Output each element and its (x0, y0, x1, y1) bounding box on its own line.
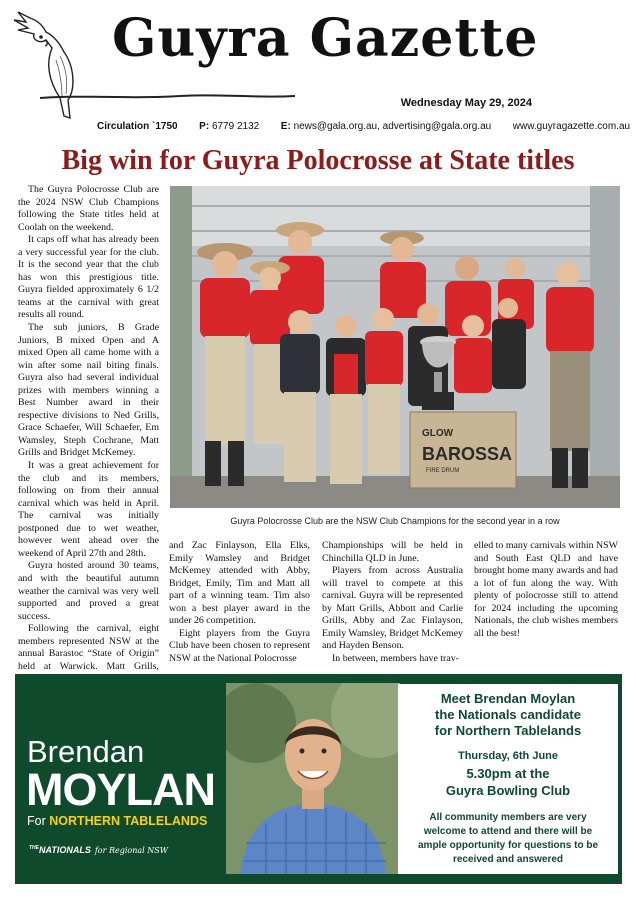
article-headline: Big win for Guyra Polocrosse at State titles (61, 145, 575, 176)
election-advertisement (15, 674, 622, 884)
paragraph: Guyra hosted around 30 teams, and with the beautiful autumn weather the carnival was very well supported and proved a great success. (18, 560, 159, 622)
article-column-1 (18, 184, 159, 698)
paragraph: elled to many carnivals within NSW and South East QLD and have brought home many awards and had a lot of fun along the way. With plenty of polocrosse still to attend for 2024 including the upcoming Nationals, the club wishes members all the best! (474, 540, 618, 639)
photo-caption: Guyra Polocrosse Club are the NSW Club Champions for the second year in a row (230, 516, 560, 526)
cockatoo-logo-icon (12, 10, 94, 122)
paragraph: The Guyra Polocrosse Club are the 2024 NSW Club Champions following the State titles held at Coolah on the weekend. (18, 184, 159, 233)
email-label: E: (280, 121, 291, 132)
contact-bar (97, 121, 630, 132)
sign-main: BAROSSA (422, 444, 513, 464)
party-name: NATIONALS (39, 845, 91, 855)
sign-top: GLOW (422, 428, 454, 439)
event-heading-line: for Northern Tablelands (434, 723, 582, 738)
team-photo (170, 186, 620, 508)
candidate-photo (226, 683, 400, 874)
party-slogan: for Regional NSW (94, 846, 168, 855)
phone-label: P: (199, 121, 210, 132)
event-heading-line: Meet Brendan Moylan (440, 691, 576, 706)
circulation-label: Circulation (97, 121, 150, 132)
party-logo (29, 845, 168, 855)
paragraph: Players from across Australia will travel to compete at this carnival. Guyra will be represented by Matt Grills, Abbott and Carlie Grills, Abby and Zac Finlayson, Emily Wamsley, Bridget McKemey and Hayden Benson. (322, 565, 463, 652)
paragraph: It was a great achievement for the club and its members, following on from their annual carnival which was held in April. The carnival was initially postponed due to wet weather, however went ahead over the weekend of April 27th and 28th. (18, 460, 159, 559)
event-time: 5.30pm at the (466, 766, 550, 781)
issue-date: Wednesday May 29, 2024 (400, 97, 532, 109)
event-details-panel (398, 684, 618, 874)
event-heading-line: the Nationals candidate (435, 707, 581, 722)
paragraph: The sub juniors, B Grade Juniors, B mixed Open and A mixed Open all came home with a win after some nail biting finals. Guyra also had several individual prizes with members winning a Best Number award in their respective divisions to Ned Grills, Grace Schaefer, Will Schaefer, Em Wamsley, Steph Cochrane, Matt Grills and Bridget McKemey. (18, 322, 159, 459)
article-column-3 (322, 540, 463, 665)
electorate-tag (27, 814, 207, 828)
candidate-first-name: Brendan (27, 734, 145, 769)
electorate-name: NORTHERN TABLELANDS (49, 814, 208, 828)
masthead (0, 0, 636, 140)
event-note: All community members are very welcome to attend and there will be ample opportunity for questions to be received and answered (418, 812, 598, 865)
party-prefix: THE (29, 845, 39, 851)
sign-sub: FIRE DRUM (426, 468, 460, 474)
candidate-last-name: MOYLAN (26, 764, 215, 815)
paragraph: and Zac Finlayson, Ella Elks, Emily Wamsley and Bridget McKemey attended with Abby, Bridget, Emily, Tim and Matt all part of a winning team. Tim also won a best player award in the under 26 competition. (169, 540, 310, 627)
newspaper-title: Guyra Gazette (112, 8, 539, 69)
event-venue: Guyra Bowling Club (445, 783, 571, 798)
circulation-value: `1750 (152, 121, 178, 132)
event-heading (398, 691, 618, 739)
paragraph: Eight players from the Guyra Club have been chosen to represent NSW at the National Polocrosse (169, 627, 310, 664)
brush-rule (40, 92, 295, 100)
event-when (398, 748, 618, 799)
email-value[interactable]: news@gala.org.au, advertising@gala.org.au (293, 121, 492, 132)
electorate-prefix: For (27, 814, 46, 828)
phone-value: 6779 2132 (211, 121, 260, 132)
website-link[interactable]: www.guyragazette.com.au (512, 121, 631, 132)
paragraph: In between, members have trav- (332, 652, 459, 664)
paragraph: Following the carnival, eight members represented NSW at the annual Barastoc “State of Origin” held at Warwick. Matt Grills, (18, 623, 159, 672)
paragraph: Championships will be held in Chinchilla QLD in June. (322, 540, 463, 564)
article-column-2 (169, 540, 310, 665)
article-column-4 (474, 540, 618, 640)
event-day: Thursday, 6th June (457, 750, 559, 762)
paragraph: It caps off what has already been a very successful year for the club. It is the second year that the club has won this prestigious title. Guyra fielded approximately 6 1/2 teams at the carnival with great results all round. (18, 234, 159, 321)
